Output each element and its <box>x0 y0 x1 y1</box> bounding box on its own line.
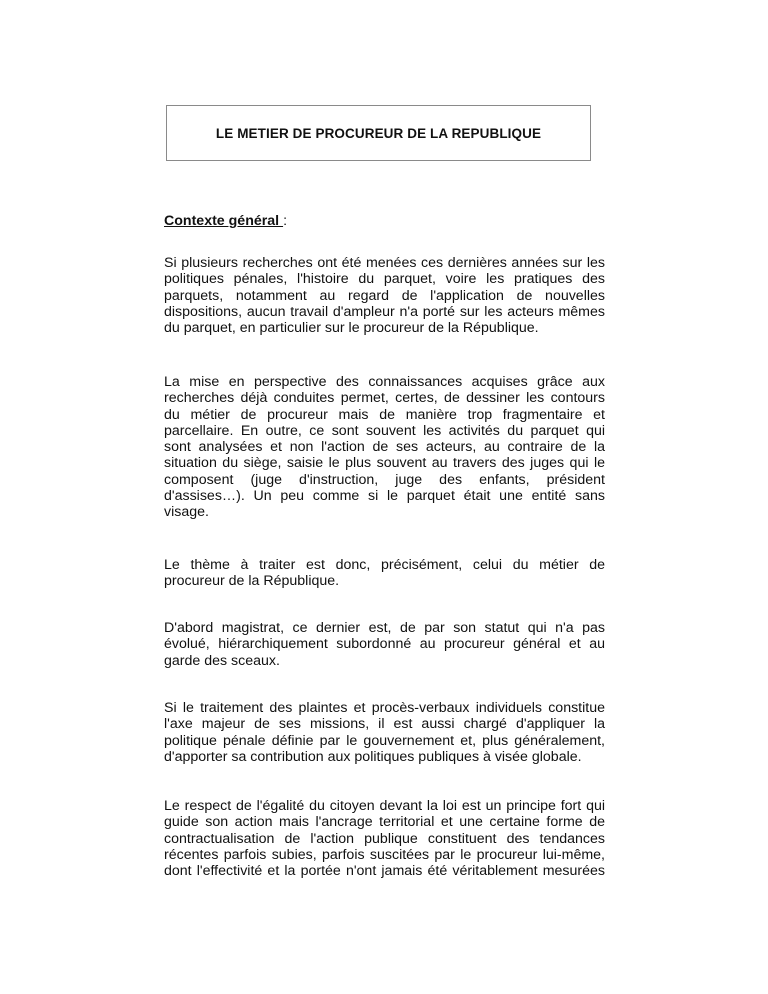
paragraph-line: politiques pénales, l'histoire du parquet, voire les pratiques des <box>164 271 605 288</box>
paragraph-line: situation du siège, saisie le plus souvent au travers des juges qui le <box>164 455 605 472</box>
paragraph-3 <box>164 557 605 590</box>
document-title: LE METIER DE PROCUREUR DE LA REPUBLIQUE <box>215 125 542 141</box>
paragraph-line: dont l'effectivité et la portée n'ont jamais été véritablement mesurées <box>164 863 605 880</box>
paragraph-5 <box>164 700 605 765</box>
paragraph-4 <box>164 620 605 669</box>
paragraph-line: l'axe majeur de ses missions, il est aussi chargé d'appliquer la <box>164 716 605 733</box>
title-box <box>166 105 591 161</box>
paragraph-line: Le respect de l'égalité du citoyen devant la loi est un principe fort qui <box>164 798 605 814</box>
paragraph-line: du métier de procureur mais de manière trop fragmentaire et <box>164 406 605 423</box>
paragraph-6 <box>164 798 605 879</box>
paragraph-line: sont analysées et non l'action de ses acteurs, au contraire de la <box>164 439 605 456</box>
paragraph-line: composent (juge d'instruction, juge des enfants, président <box>164 471 605 488</box>
paragraph-line: visage. <box>164 504 209 521</box>
paragraph-line: Si plusieurs recherches ont été menées ces dernières années sur les <box>164 255 605 271</box>
paragraph-line: évolué, hiérarchiquement subordonné au procureur général et au <box>164 636 605 653</box>
paragraph-line: contractualisation de l'action publique constituent des tendances <box>164 830 605 847</box>
paragraph-line: garde des sceaux. <box>164 652 280 669</box>
section-heading <box>164 213 287 229</box>
paragraph-line: La mise en perspective des connaissances acquises grâce aux <box>164 374 605 390</box>
paragraph-line: récentes parfois subies, parfois suscitées par le procureur lui-même, <box>164 846 605 863</box>
paragraph-line: d'apporter sa contribution aux politiques publiques à visée globale. <box>164 748 582 765</box>
paragraph-line: recherches déjà conduites permet, certes, de dessiner les contours <box>164 390 605 407</box>
paragraph-line: du parquet, en particulier sur le procureur de la République. <box>164 320 539 337</box>
paragraph-line: parquets, notamment au regard de l'application de nouvelles <box>164 287 605 304</box>
paragraph-line: procureur de la République. <box>164 573 340 590</box>
paragraph-line: Le thème à traiter est donc, précisément, celui du métier de <box>164 557 605 573</box>
paragraph-line: D'abord magistrat, ce dernier est, de par son statut qui n'a pas <box>164 620 605 636</box>
paragraph-line: Si le traitement des plaintes et procès-verbaux individuels constitue <box>164 700 605 716</box>
section-heading-colon: : <box>283 213 288 229</box>
paragraph-line: guide son action mais l'ancrage territorial et une certaine forme de <box>164 814 605 831</box>
paragraph-line: dispositions, aucun travail d'ampleur n'a porté sur les acteurs mêmes <box>164 303 605 320</box>
paragraph-line: politique pénale définie par le gouvernement et, plus généralement, <box>164 732 605 749</box>
paragraph-1 <box>164 255 605 336</box>
paragraph-line: d'assises…). Un peu comme si le parquet était une entité sans <box>164 488 605 505</box>
section-heading-text: Contexte général <box>164 213 284 229</box>
paragraph-line: parcellaire. En outre, ce sont souvent les activités du parquet qui <box>164 422 605 439</box>
paragraph-2 <box>164 374 605 521</box>
